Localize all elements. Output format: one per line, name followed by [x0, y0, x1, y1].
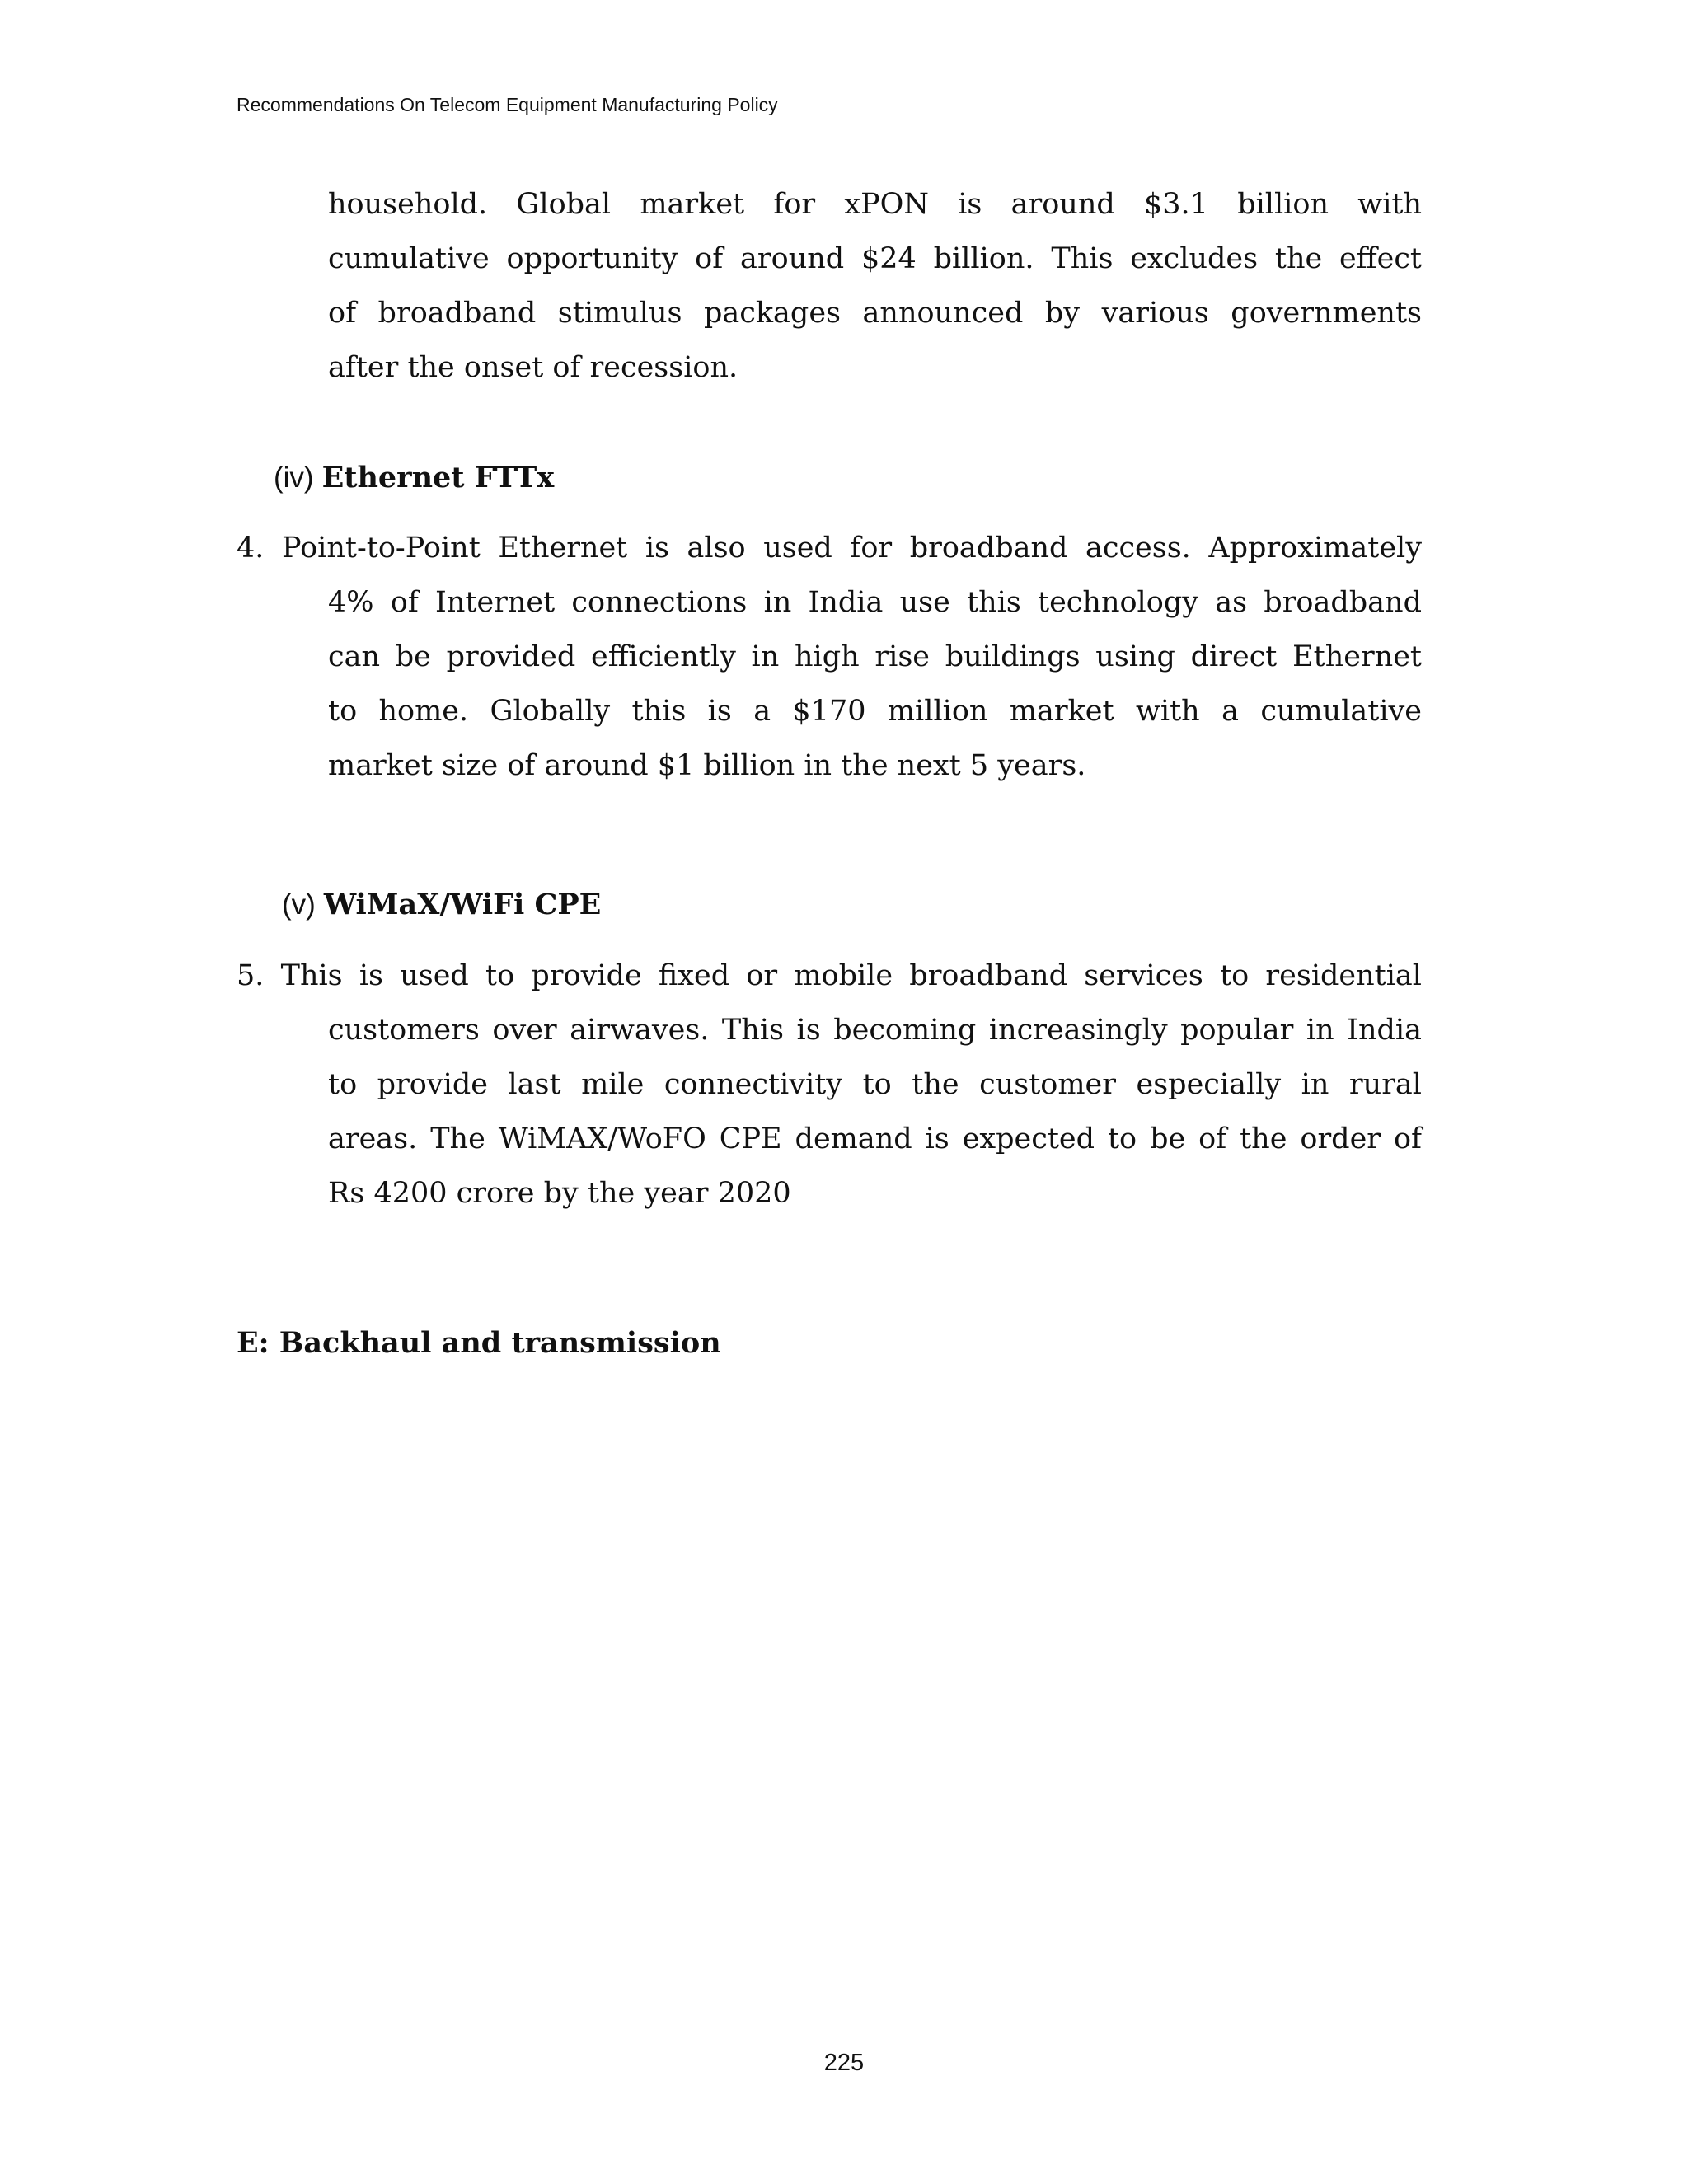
paragraph-line: customers over airwaves. This is becoming increasingly popular in India	[328, 1014, 1422, 1047]
paragraph-line: 4. Point-to-Point Ethernet is also used for broadband access. Approximately	[237, 532, 1422, 565]
paragraph-line: areas. The WiMAX/WoFO CPE demand is expected to be of the order of	[328, 1122, 1422, 1155]
subsection-number: (iv)	[274, 462, 314, 494]
paragraph-line: market size of around $1 billion in the next 5 years.	[328, 749, 1086, 782]
paragraph-line: to home. Globally this is a $170 million market with a cumulative	[328, 695, 1422, 728]
paragraph-4	[237, 521, 1422, 793]
paragraph-line: Rs 4200 crore by the year 2020	[328, 1177, 791, 1210]
paragraph-line: 5. This is used to provide fixed or mobile broadband services to residential	[237, 959, 1422, 992]
paragraph-5	[237, 949, 1422, 1221]
paragraph-line: cumulative opportunity of around $24 billion. This excludes the effect	[328, 242, 1422, 275]
subsection-heading-ethernet-fttx	[274, 457, 554, 499]
paragraph-line: to provide last mile connectivity to the customer especially in rural	[328, 1068, 1422, 1101]
subsection-heading-wimax-wifi-cpe	[282, 884, 601, 926]
paragraph-line: after the onset of recession.	[328, 351, 738, 384]
running-header: Recommendations On Telecom Equipment Manufacturing Policy	[237, 94, 778, 115]
paragraph-line: household. Global market for xPON is around $3.1 billion with	[328, 188, 1422, 221]
subsection-title: Ethernet FTTx	[321, 461, 555, 494]
paragraph-intro	[328, 177, 1422, 395]
subsection-title: WiMaX/WiFi CPE	[323, 888, 602, 921]
page-number: 225	[823, 2050, 865, 2076]
paragraph-line: can be provided efficiently in high rise buildings using direct Ethernet	[328, 640, 1422, 673]
paragraph-line: of broadband stimulus packages announced by various governments	[328, 297, 1422, 330]
paragraph-line: 4% of Internet connections in India use this technology as broadband	[328, 586, 1422, 619]
section-heading-backhaul: E: Backhaul and transmission	[237, 1326, 721, 1360]
subsection-number: (v)	[282, 888, 316, 921]
